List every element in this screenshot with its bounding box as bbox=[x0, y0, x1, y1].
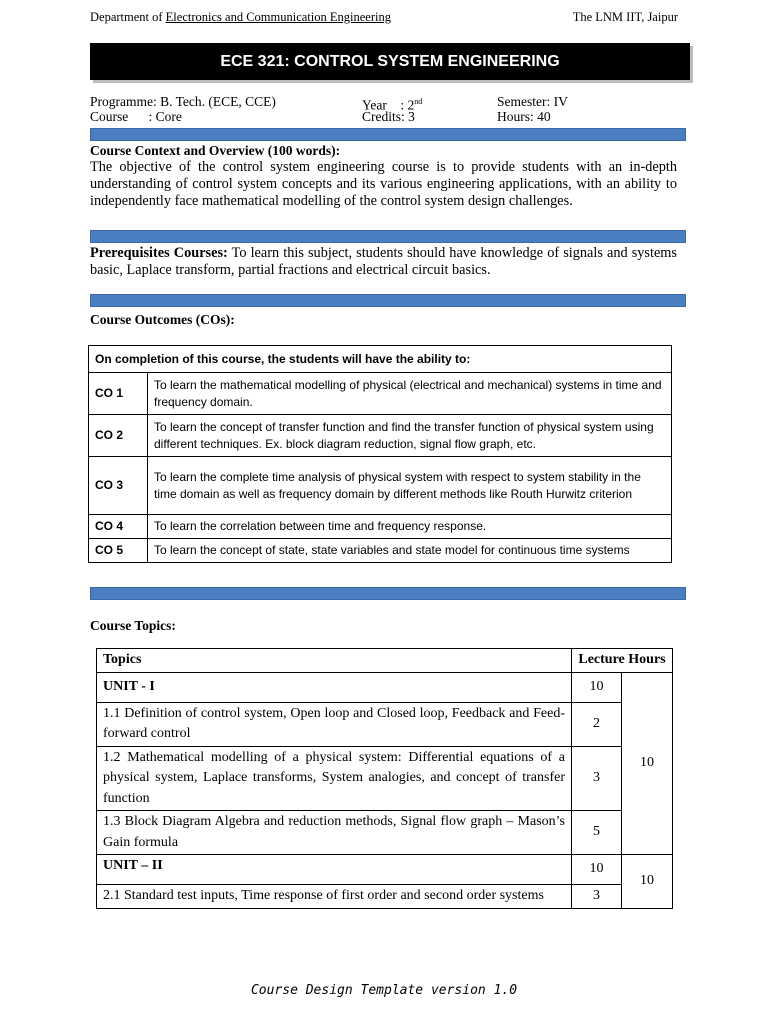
co-text: To learn the complete time analysis of physical system with respect to system stability in the time domain as well as frequency domain by different methods like Routh Hurwitz criterion bbox=[148, 457, 672, 515]
section-divider bbox=[90, 128, 686, 141]
unit-title: UNIT - I bbox=[97, 672, 572, 702]
co-id: CO 5 bbox=[89, 539, 148, 563]
co-text: To learn the correlation between time and frequency response. bbox=[148, 515, 672, 539]
co-text: To learn the concept of state, state variables and state model for continuous time systems bbox=[148, 539, 672, 563]
co-id: CO 1 bbox=[89, 373, 148, 415]
topics-heading: Course Topics: bbox=[90, 618, 176, 633]
section-divider bbox=[90, 294, 686, 307]
prerequisites-paragraph bbox=[90, 245, 677, 279]
topic-text: 1.3 Block Diagram Algebra and reduction methods, Signal flow graph – Mason’s Gain formula bbox=[97, 811, 572, 855]
meta-programme: Programme: B. Tech. (ECE, CCE) bbox=[90, 94, 276, 109]
co-id: CO 3 bbox=[89, 457, 148, 515]
co-id: CO 2 bbox=[89, 415, 148, 457]
topic-hours: 3 bbox=[572, 885, 622, 909]
co-text: To learn the concept of transfer function and find the transfer function of physical system using different techniques. Ex. block diagram reduction, signal flow graph, etc. bbox=[148, 415, 672, 457]
topic-text: 2.1 Standard test inputs, Time response of first order and second order systems bbox=[97, 885, 572, 909]
topic-hours: 3 bbox=[572, 746, 622, 811]
prerequisites-label: Prerequisites Courses: bbox=[90, 245, 228, 261]
table-row bbox=[97, 855, 673, 885]
table-row bbox=[89, 346, 672, 373]
department-prefix: Department of bbox=[90, 10, 166, 24]
topic-hours: 5 bbox=[572, 811, 622, 855]
outcomes-table bbox=[88, 345, 672, 563]
section-divider bbox=[90, 230, 686, 243]
topic-text: 1.2 Mathematical modelling of a physical system: Differential equations of a physical system, Laplace transforms, System analogies, and concept of transfer function bbox=[97, 746, 572, 811]
unit-title: UNIT – II bbox=[97, 855, 572, 885]
table-row bbox=[97, 885, 673, 909]
table-row bbox=[97, 672, 673, 702]
topic-hours: 2 bbox=[572, 702, 622, 746]
meta-year-suffix: nd bbox=[414, 97, 423, 106]
course-title: ECE 321: CONTROL SYSTEM ENGINEERING bbox=[90, 43, 690, 80]
topics-table bbox=[96, 648, 673, 909]
unit-total-hours: 10 bbox=[622, 855, 673, 909]
meta-course: Course : Core bbox=[90, 109, 182, 124]
meta-semester: Semester: IV bbox=[497, 94, 568, 109]
table-row bbox=[89, 373, 672, 415]
unit-total-hours: 10 bbox=[622, 672, 673, 855]
overview-text: The objective of the control system engineering course is to provide students with an in-depth understanding of control system concepts and its various engineering applications, with an ability to independently face mathematical modelling of the control system design challenges. bbox=[90, 159, 677, 210]
outcomes-heading: Course Outcomes (COs): bbox=[90, 312, 235, 327]
co-id: CO 4 bbox=[89, 515, 148, 539]
co-text: To learn the mathematical modelling of physical (electrical and mechanical) systems in time and frequency domain. bbox=[148, 373, 672, 415]
table-row bbox=[89, 457, 672, 515]
department-name: Electronics and Communication Engineering bbox=[165, 10, 391, 24]
hours-column-header: Lecture Hours bbox=[572, 649, 673, 673]
unit-hours: 10 bbox=[572, 855, 622, 885]
institute-name: The LNM IIT, Jaipur bbox=[572, 10, 678, 24]
table-row bbox=[97, 702, 673, 746]
table-row bbox=[97, 746, 673, 811]
table-row bbox=[89, 539, 672, 563]
table-row bbox=[97, 649, 673, 673]
topics-column-header: Topics bbox=[97, 649, 572, 673]
topic-text: 1.1 Definition of control system, Open loop and Closed loop, Feedback and Feed-forward control bbox=[97, 702, 572, 746]
prerequisites-text: To learn this subject, students should have knowledge of signals and systems basic, Laplace transform, partial fractions and electrical circuit basics. bbox=[90, 245, 677, 279]
outcomes-table-header: On completion of this course, the students will have the ability to: bbox=[89, 346, 672, 373]
overview-heading: Course Context and Overview (100 words): bbox=[90, 143, 341, 158]
department-line bbox=[90, 10, 391, 25]
table-row bbox=[89, 415, 672, 457]
meta-hours: Hours: 40 bbox=[497, 109, 551, 124]
meta-year-text: Year : 2 bbox=[362, 97, 415, 113]
meta-credits: Credits: 3 bbox=[362, 109, 415, 124]
table-row bbox=[97, 811, 673, 855]
unit-hours: 10 bbox=[572, 672, 622, 702]
table-row bbox=[89, 515, 672, 539]
footer-text: Course Design Template version 1.0 bbox=[250, 983, 518, 998]
section-divider bbox=[90, 587, 686, 600]
